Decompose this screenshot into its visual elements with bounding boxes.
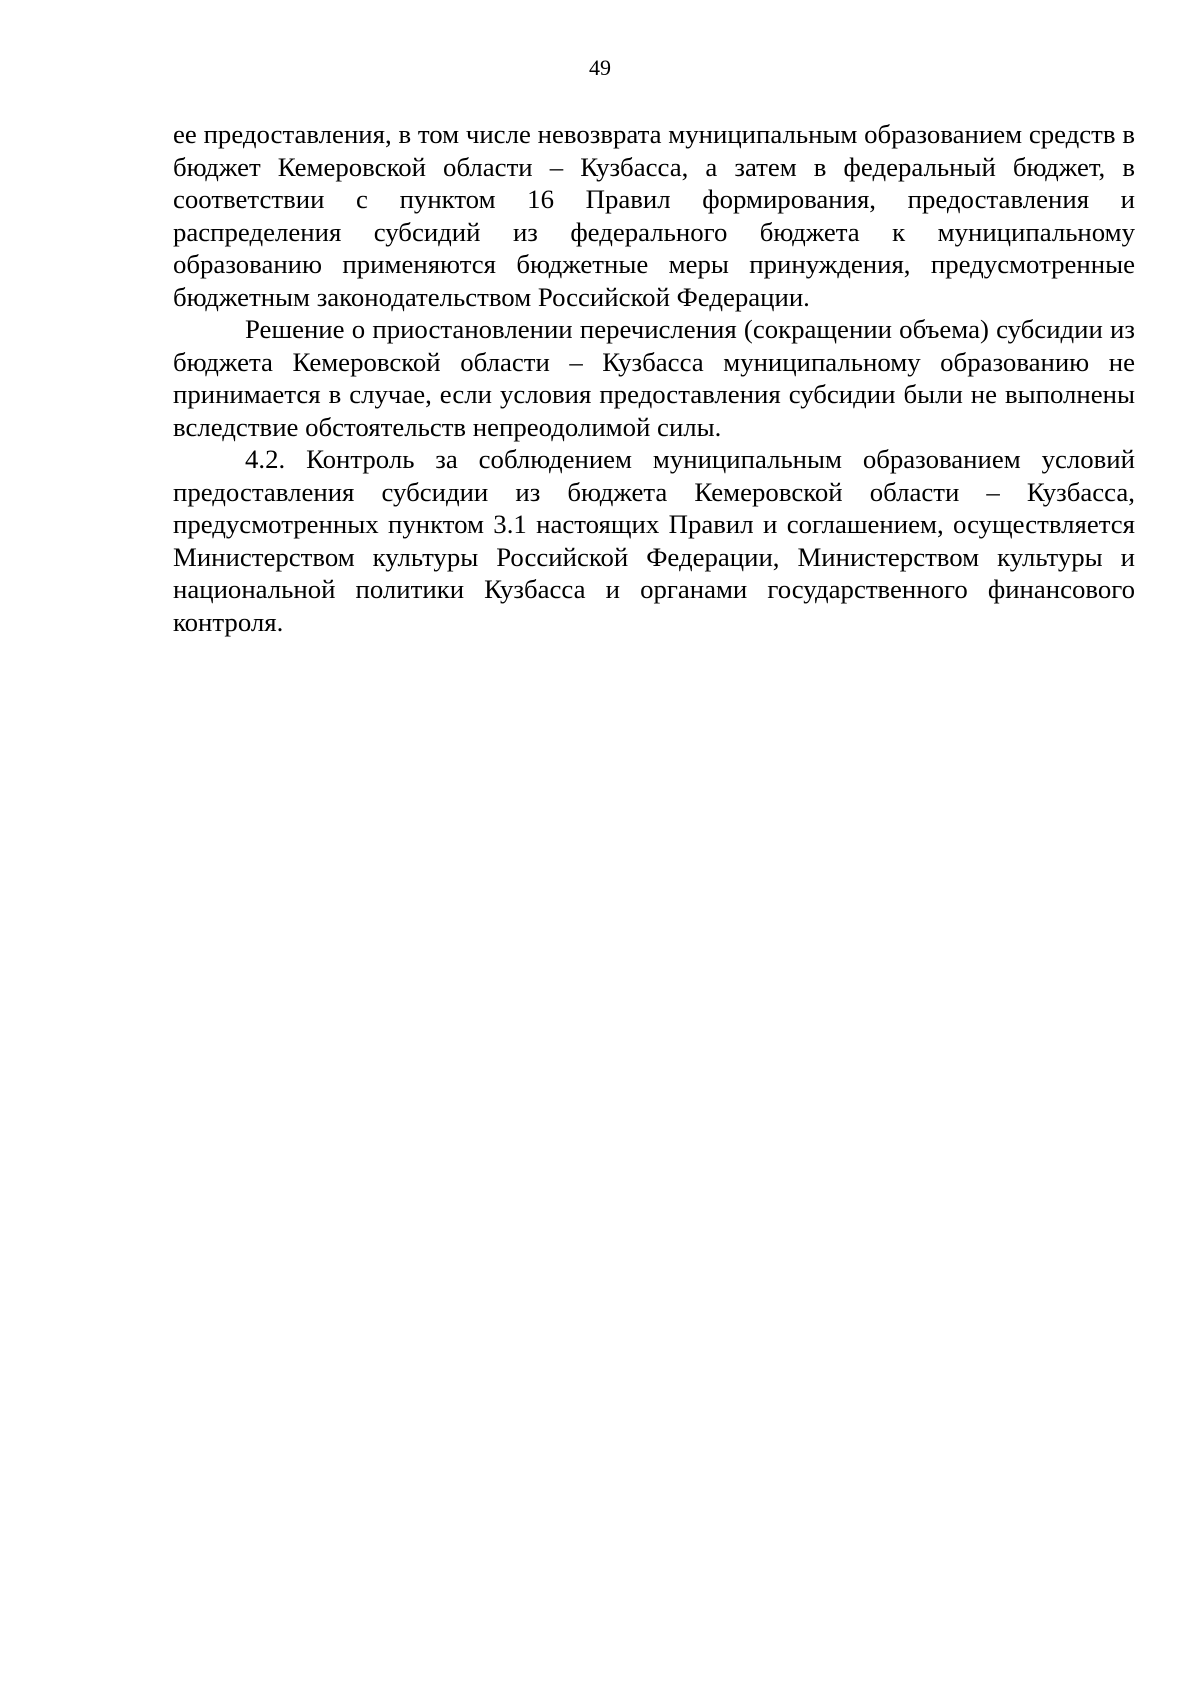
paragraph-suspension-decision: Решение о приостановлении перечисления (сокращении объема) субсидии из бюджета Кемеровской области – Кузбасса муниципальному образованию не принимается в случае, если условия предоставления субсидии были не выполнены вследствие обстоятельств непреодолимой силы. <box>173 314 1135 442</box>
paragraph-continuation: ее предоставления, в том числе невозврата муниципальным образованием средств в бюджет Кемеровской области – Кузбасса, а затем в федеральный бюджет, в соответствии с пунктом 16 Правил формирования, предоставления и распределения субсидий из федерального бюджета к муниципальному образованию применяются бюджетные меры принуждения, предусмотренные бюджетным законодательством Российской Федерации. <box>173 119 1135 312</box>
body-text <box>173 118 1135 638</box>
page-number: 49 <box>589 55 611 80</box>
paragraph-control-4-2: 4.2. Контроль за соблюдением муниципальным образованием условий предоставления субсидии из бюджета Кемеровской области – Кузбасса, предусмотренных пунктом 3.1 настоящих Правил и соглашением, осуществляется Министерством культуры Российской Федерации, Министерством культуры и национальной политики Кузбасса и органами государственного финансового контроля. <box>173 444 1135 637</box>
